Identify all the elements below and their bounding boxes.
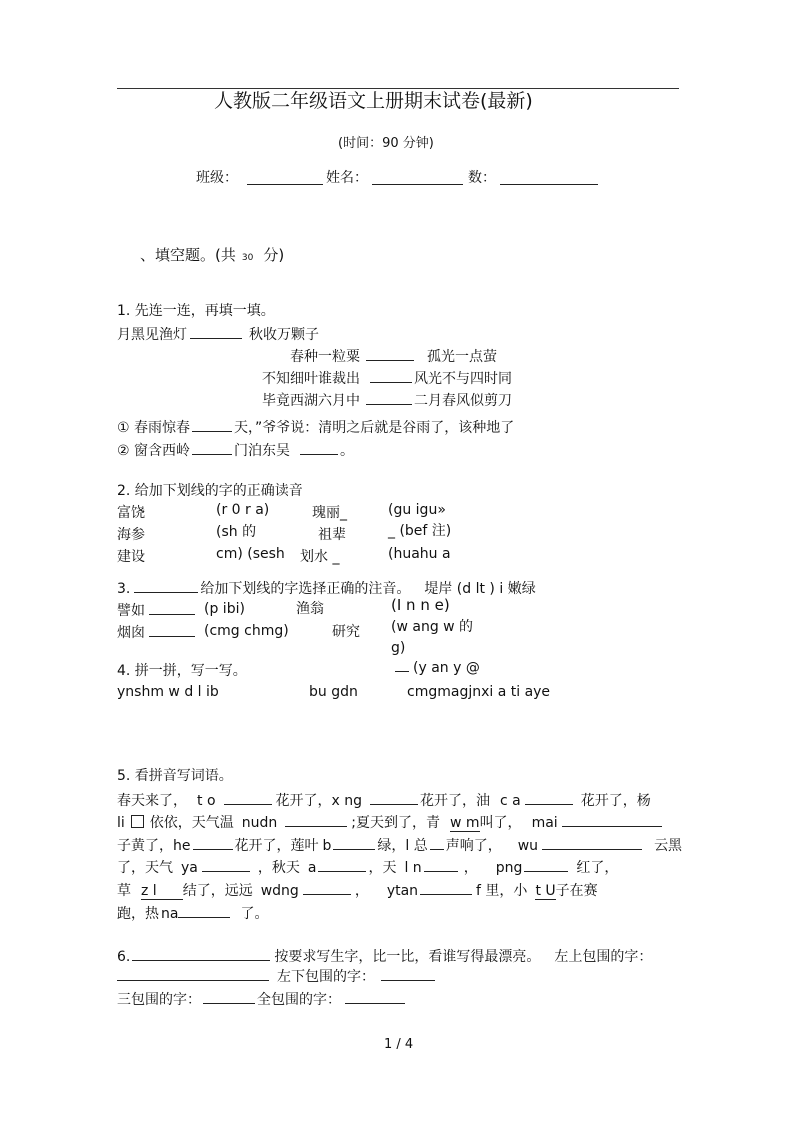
q2-pinyin3: (sh 的 [216,524,257,540]
q1-s2-blank1[interactable] [192,442,232,455]
q5-l3a: 子黄了，he [117,838,191,854]
q1-r3-left: 不知细叶谁裁出 [262,371,360,387]
header-top-rule [117,88,679,89]
exam-time: (时间：90 分钟) [338,136,434,151]
q5-l2-blank2[interactable] [562,814,662,827]
q5-l3-blank3[interactable] [430,837,444,850]
q3-pinyin3: (cmg chmg) [204,623,289,639]
q3-w1: 譬如 [117,603,145,619]
q6-line2 [117,968,435,984]
q5-l2d: ;夏天到了，青 [351,815,441,831]
q5-l2c: nudn [241,815,278,831]
q5-l5f: ytan [386,883,419,899]
q5-l2a: li [117,815,125,831]
q3-word2: 渔翁 [296,601,324,617]
q5-l6a: 跑，热 [117,906,159,922]
q5-l4-blank1[interactable] [202,859,250,872]
q1-title: 1. 先连一连，再填一填。 [117,303,275,319]
section-heading-a: 、填空题。(共 [140,246,236,264]
q1-r3-right: 风光不与四时同 [414,371,512,387]
q5-l5a: 草 [117,883,131,899]
q3-pinyin2: (I n n e) [391,596,450,614]
q4-pinyin-a: ynshm w d l ib [117,684,219,700]
q2-word3: 海参 [117,527,145,543]
q5-l1b: t o [197,793,216,809]
q1-row4 [262,392,512,408]
q5-l3-blank1[interactable] [193,837,233,850]
q5-l4h: png [495,860,523,876]
class-label: 班级： [196,170,238,186]
q1-s1-a: ① 春雨惊春 [117,420,191,436]
q1-sentence1 [117,419,514,435]
q5-l5h: t U [535,883,556,899]
q5-l1c: 花开了，x ng [275,793,363,809]
q5-l4f: l n [404,860,422,876]
q5-line2 [117,814,662,830]
q5-l2e: w m [450,815,480,831]
q5-l5b: z l [141,883,183,900]
q4-pinyin-c: cmgmagjnxi a ti aye [407,684,551,700]
q5-l4d: a [307,860,317,876]
q3-tail: 堤岸 (d lt ) i 嫩绿 [424,581,536,597]
q5-l5g: f 里，小 [476,883,528,899]
q5-l3c: b [322,838,332,854]
q2-pinyin4: _ (bef 注) [388,523,452,539]
q5-l1d: 花开了，油 [420,793,491,809]
q5-l4-blank3[interactable] [424,859,458,872]
q2-pinyin5: cm) (sesh [216,546,285,562]
score-label: 数： [468,170,496,186]
q5-l5i: 子在赛 [555,883,598,899]
q6-text: 按要求写生字，比一比，看谁写得最漂亮。 [274,949,541,965]
q6-r3a: 三包围的字： [117,992,201,1008]
section-heading-b: 分) [263,246,285,264]
q6-tail: 左上包围的字： [554,949,653,965]
q1-r2-right: 孤光一点萤 [427,349,497,365]
q5-l2-blank1[interactable] [285,814,347,827]
q1-r1-right: 秋收万颗子 [249,327,319,343]
q5-l1e: c a [500,793,521,809]
q6-number: 6. [117,949,131,965]
q5-l3f: wu [517,838,539,854]
q5-l1-blank2[interactable] [370,792,418,805]
q4-pinyin-b: bu gdn [309,684,358,700]
q2-word6: 划水 _ [300,549,340,565]
q1-s1-blank[interactable] [192,419,232,432]
q5-line4 [117,859,618,875]
score-blank[interactable] [500,184,598,185]
q5-l3d: 绿，l 总 [377,838,428,854]
q5-box [131,815,144,828]
q5-l2b: 依依，天气温 [149,815,234,831]
q5-l3g: 云黑 [654,838,683,854]
q1-r2-left: 春种一粒粟 [290,349,360,365]
q3-pinyin4b: g) [391,640,406,656]
q2-pinyin6: (huahu a [388,546,451,562]
q5-l1-blank1[interactable] [224,792,272,805]
q5-l5c: 结了，远远 [182,883,253,899]
q5-l2f: 叫了， [479,815,522,831]
q5-l1f: 花开了，杨 [580,793,651,809]
q5-line6 [117,905,268,921]
q1-r4-blank[interactable] [366,392,412,405]
q3-w1-blank[interactable] [149,602,195,615]
q2-title: 2. 给加下划线的字的正确读音 [117,483,303,499]
q5-l4c: ，秋天 [257,860,300,876]
q2-word2: 瑰丽_ [312,505,347,521]
q5-line1 [117,792,651,808]
q5-l4i: 红了， [576,860,619,876]
q5-l5-blank2[interactable] [420,882,472,895]
q5-l5e: ， [354,883,369,899]
q1-row2 [290,348,497,364]
page-title: 人教版二年级语文上册期末试卷(最新) [214,90,533,112]
q3-line [117,580,536,596]
q6-line3 [117,991,405,1007]
q6-r3-blank2[interactable] [345,991,405,1004]
q1-r4-right: 二月春风似剪刀 [414,393,512,409]
name-blank[interactable] [372,184,463,185]
q6-r1-blank[interactable] [117,968,269,981]
q6-r2-blank[interactable] [381,968,435,981]
q2-pinyin2: (gu igu» [388,502,446,518]
q2-word5: 建设 [117,549,145,565]
q5-title: 5. 看拼音写词语。 [117,768,233,784]
q5-l3e: 声响了， [445,838,502,854]
q1-sentence2 [117,442,354,458]
q5-l4b: ya [181,860,198,876]
q1-s1-b: 天，”爷爷说：清明之后就是谷雨了，该种地了 [234,420,515,436]
q5-l4-blank4[interactable] [524,859,568,872]
q1-r1-left: 月黑见渔灯 [117,327,187,343]
q1-row3 [262,370,512,386]
q1-s2-c: 。 [340,443,355,459]
q3-pinyin1: (p ibi) [204,601,245,617]
class-blank[interactable] [247,184,323,185]
q1-s2-blank2[interactable] [300,442,338,455]
q4-title: 4. 拼一拼，写一写。 [117,663,247,679]
q6-line1 [117,948,652,964]
q3-blank[interactable] [134,580,198,593]
page-number: 1 / 4 [384,1037,414,1052]
q5-l4g: ， [463,860,478,876]
q5-l2g: mai [531,815,558,831]
section-score: 30 [241,253,254,263]
q6-blank[interactable] [132,948,270,961]
q3-word4: 研究 [332,624,360,640]
q4-side-text: (y an y @ [413,660,480,676]
q5-l3-blank4[interactable] [542,837,642,850]
q6-r2: 左下包围的字： [277,969,375,985]
name-label: 姓名： [326,170,368,186]
q3-word1 [117,602,195,618]
q5-l4e: ，天 [368,860,397,876]
q5-l6b: na [161,906,179,922]
q5-l3-blank2[interactable] [333,837,375,850]
q1-r1-blank[interactable] [190,326,242,339]
q2-pinyin1: (r 0 r a) [216,502,270,518]
q3-w3: 烟囱 [117,625,145,641]
q3-word3 [117,624,195,640]
q2-word4: 祖辈 [318,527,346,543]
q4-side [395,659,480,675]
q3-pinyin4: (w ang w 的 [391,619,474,635]
q6-r3b: 全包围的字： [257,992,341,1008]
q1-r2-blank[interactable] [366,348,414,361]
q5-l1-blank3[interactable] [525,792,573,805]
q5-line3 [117,837,682,853]
q4-side-blank[interactable] [395,659,409,672]
q5-l1a: 春天来了， [117,793,187,809]
q2-word1: 富饶 [117,505,145,521]
q5-l5-blank1[interactable] [303,882,351,895]
section-heading [140,248,284,263]
q5-l4a: 了，天气 [117,860,173,876]
q3-w3-blank[interactable] [149,624,195,637]
q5-line5 [117,882,598,898]
q5-l6-blank[interactable] [178,905,230,918]
q5-l6c: 了。 [240,906,269,922]
q3-number: 3. [117,581,131,597]
q3-text: 给加下划线的字选择正确的注音。 [200,581,411,597]
q1-row1 [117,326,319,342]
q5-l5d: wdng [260,883,299,899]
q1-s2-b: 门泊东吴 [234,443,291,459]
q5-l4-blank2[interactable] [318,859,366,872]
q5-l3b: 花开了，莲叶 [234,838,319,854]
q1-s2-a: ② 窗含西岭 [117,443,191,459]
q6-r3-blank1[interactable] [203,991,255,1004]
q1-r3-blank[interactable] [370,370,412,383]
q1-r4-left: 毕竟西湖六月中 [262,393,360,409]
